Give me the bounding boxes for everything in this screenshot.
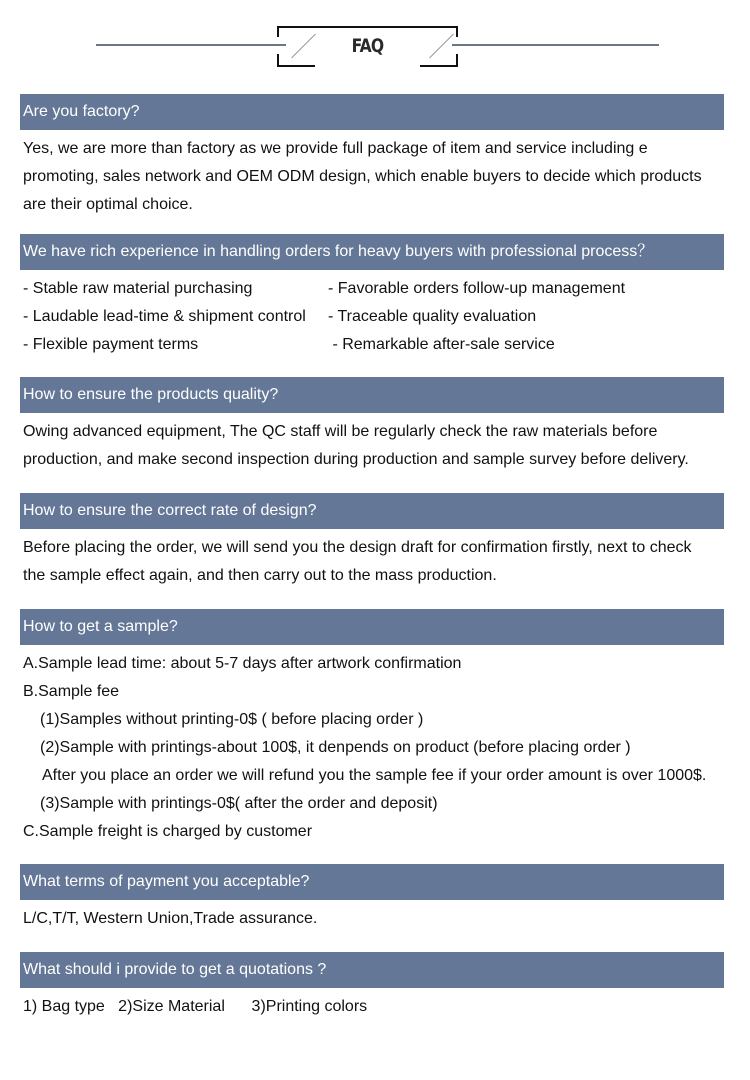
faq-answer-quotation	[23, 993, 723, 1021]
feature-item: - Flexible payment terms	[23, 336, 199, 353]
frame-bottom-border-left	[277, 65, 315, 67]
title-divider-left	[96, 44, 286, 46]
feature-item: - Laudable lead-time & shipment control	[23, 308, 306, 325]
feature-item: - Favorable orders follow-up management	[328, 280, 626, 297]
frame-left-border-top	[277, 26, 279, 37]
faq-question-experience: We have rich experience in handling orders for heavy buyers with professional process？	[20, 234, 724, 270]
answer-line: the sample effect again, and then carry out to the mass production.	[23, 567, 497, 584]
faq-answer-factory	[23, 135, 723, 219]
faq-answer-experience	[23, 275, 723, 359]
page-title: FAQ	[351, 35, 384, 57]
faq-question-design: How to ensure the correct rate of design?	[20, 493, 724, 529]
answer-line: B.Sample fee	[23, 683, 120, 700]
feature-item: - Traceable quality evaluation	[328, 308, 537, 325]
answer-line: (3)Sample with printings-0$( after the order and deposit)	[40, 795, 438, 812]
faq-question-quotation: What should i provide to get a quotations ?	[20, 952, 724, 988]
faq-answer-design	[23, 534, 723, 590]
faq-question-factory: Are you factory?	[20, 94, 724, 130]
frame-top-border	[277, 26, 458, 28]
answer-line: promoting, sales network and OEM ODM design, which enable buyers to decide which products	[23, 168, 702, 185]
faq-title-banner	[0, 0, 750, 80]
feature-row	[23, 275, 723, 303]
faq-question-payment: What terms of payment you acceptable?	[20, 864, 724, 900]
frame-right-border-top	[456, 26, 458, 37]
faq-answer-quality	[23, 418, 723, 474]
feature-row	[23, 303, 723, 331]
title-frame	[277, 26, 458, 67]
feature-item: - Remarkable after-sale service	[328, 336, 555, 353]
faq-answer-payment	[23, 905, 723, 933]
answer-line: Owing advanced equipment, The QC staff will be regularly check the raw materials before	[23, 423, 658, 440]
frame-bottom-border-right	[420, 65, 458, 67]
feature-item: - Stable raw material purchasing	[23, 280, 253, 297]
feature-row	[23, 331, 723, 359]
answer-line: C.Sample freight is charged by customer	[23, 823, 313, 840]
answer-line: 1) Bag type 2)Size Material 3)Printing colors	[23, 998, 368, 1015]
answer-line: Before placing the order, we will send you the design draft for confirmation firstly, next to check	[23, 539, 692, 556]
answer-line: L/C,T/T, Western Union,Trade assurance.	[23, 910, 318, 927]
answer-line: (1)Samples without printing-0$ ( before placing order )	[40, 711, 424, 728]
answer-line: are their optimal choice.	[23, 196, 193, 213]
answer-line: After you place an order we will refund you the sample fee if your order amount is over 1000$.	[42, 767, 707, 784]
answer-line: A.Sample lead time: about 5-7 days after artwork confirmation	[23, 655, 462, 672]
answer-line: Yes, we are more than factory as we provide full package of item and service including e	[23, 140, 648, 157]
answer-line: production, and make second inspection during production and sample survey before delivery.	[23, 451, 689, 468]
title-divider-right	[452, 44, 659, 46]
faq-question-sample: How to get a sample?	[20, 609, 724, 645]
faq-question-quality: How to ensure the products quality?	[20, 377, 724, 413]
answer-line: (2)Sample with printings-about 100$, it denpends on product (before placing order )	[40, 739, 631, 756]
faq-answer-sample	[23, 650, 723, 846]
